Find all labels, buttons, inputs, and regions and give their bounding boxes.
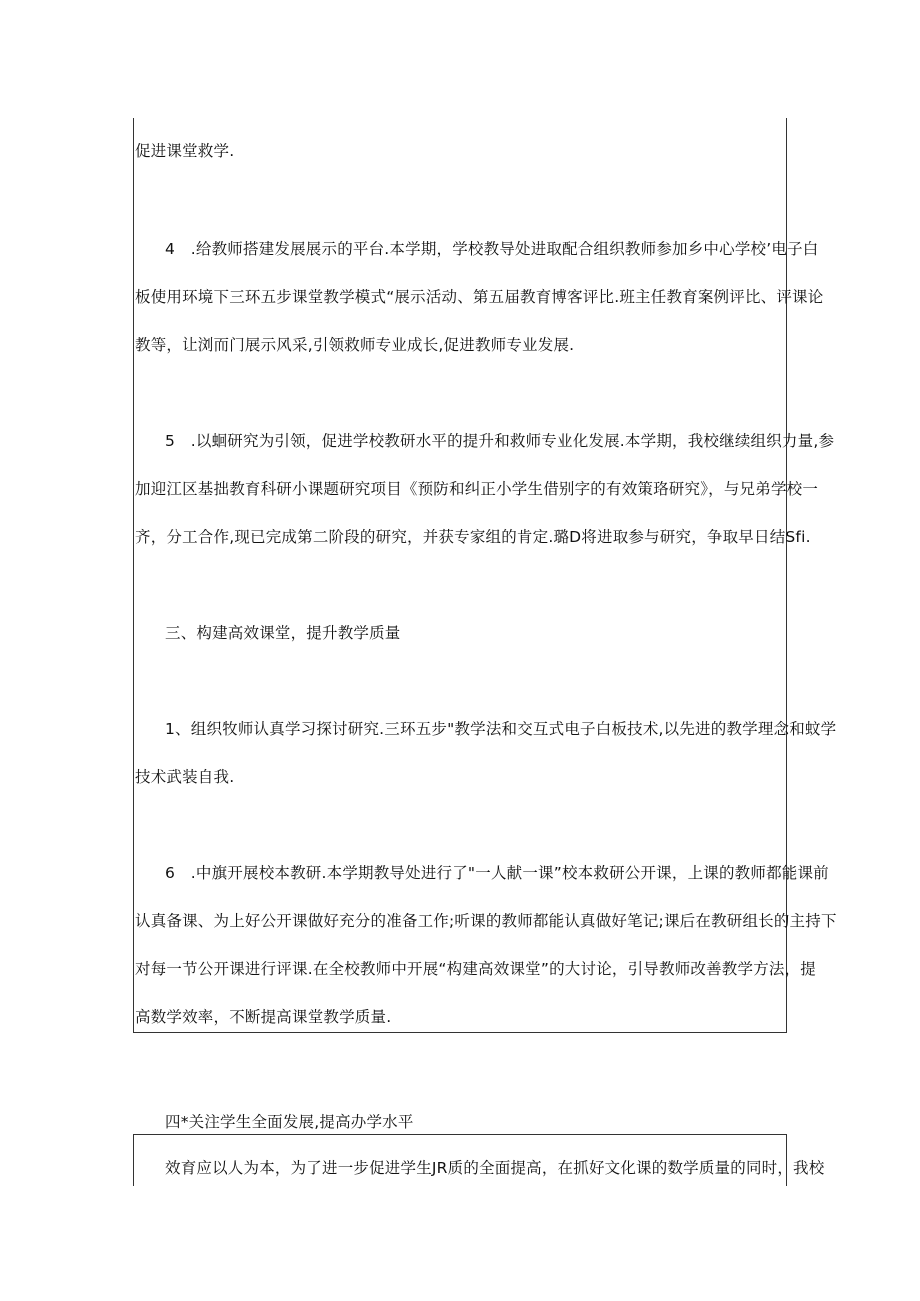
paragraph-line: 1、组织牧师认真学习探讨研究.三环五步"教学法和交互式电子白板技术,以先进的教学理念和蚊学	[165, 720, 837, 738]
paragraph-line: 5 .以蛔研究为引领，促进学校教研水平的提升和救师专业化发展.本学期，我校继续组织力量,参	[165, 432, 835, 450]
section-heading: 四*关注学生全面发展,提高办学水平	[165, 1113, 414, 1131]
paragraph-line: 齐，分工合作,现已完成第二阶段的研究，并获专家组的肯定.璐D将进取参与研究，争取早日结Sfi.	[135, 528, 811, 546]
paragraph-line: 技术武装自我.	[135, 768, 235, 786]
paragraph-line: 板使用环境下三环五步课堂教学模式“展示活动、第五届教育博客评比.班主任教育案例评比、评课论	[135, 288, 824, 306]
paragraph-line: 高数学效率，不断提高课堂教学质量.	[135, 1008, 392, 1026]
paragraph-line: 加迎江区基拙教育科研小课题研究项目《预防和纠正小学生借别字的有效策珞研究》，与兄弟学校一	[135, 480, 819, 498]
paragraph-line: 对每一节公开课进行评课.在全校教师中开展“构建高效课堂”的大讨论，引导教师改善教学方法，提	[135, 960, 816, 978]
paragraph-line: 6 .中旗开展校本教研.本学期教导处进行了"一人献一课”校本救研公开课，上课的教师都能课前	[165, 864, 829, 882]
paragraph-line: 促进课堂救学.	[135, 142, 235, 160]
paragraph-line: 认真备课、为上好公开课做好充分的准备工作;听课的教师都能认真做好笔记;课后在教研组长的主持下	[135, 912, 837, 930]
section-heading: 三、构建高效课堂，提升教学质量	[165, 624, 401, 642]
paragraph-line: 教等，让浏而门展示风采,引领救师专业成长,促进教师专业发展.	[135, 336, 575, 354]
paragraph-line: 4 .给教师搭建发展展示的平台.本学期，学校教导处进取配合组织教师参加乡中心学校’电子白	[165, 240, 819, 258]
paragraph-line: 效育应以人为本，为了进一步促进学生JR质的全面提高，在抓好文化课的数学质量的同时，我校	[165, 1159, 825, 1177]
